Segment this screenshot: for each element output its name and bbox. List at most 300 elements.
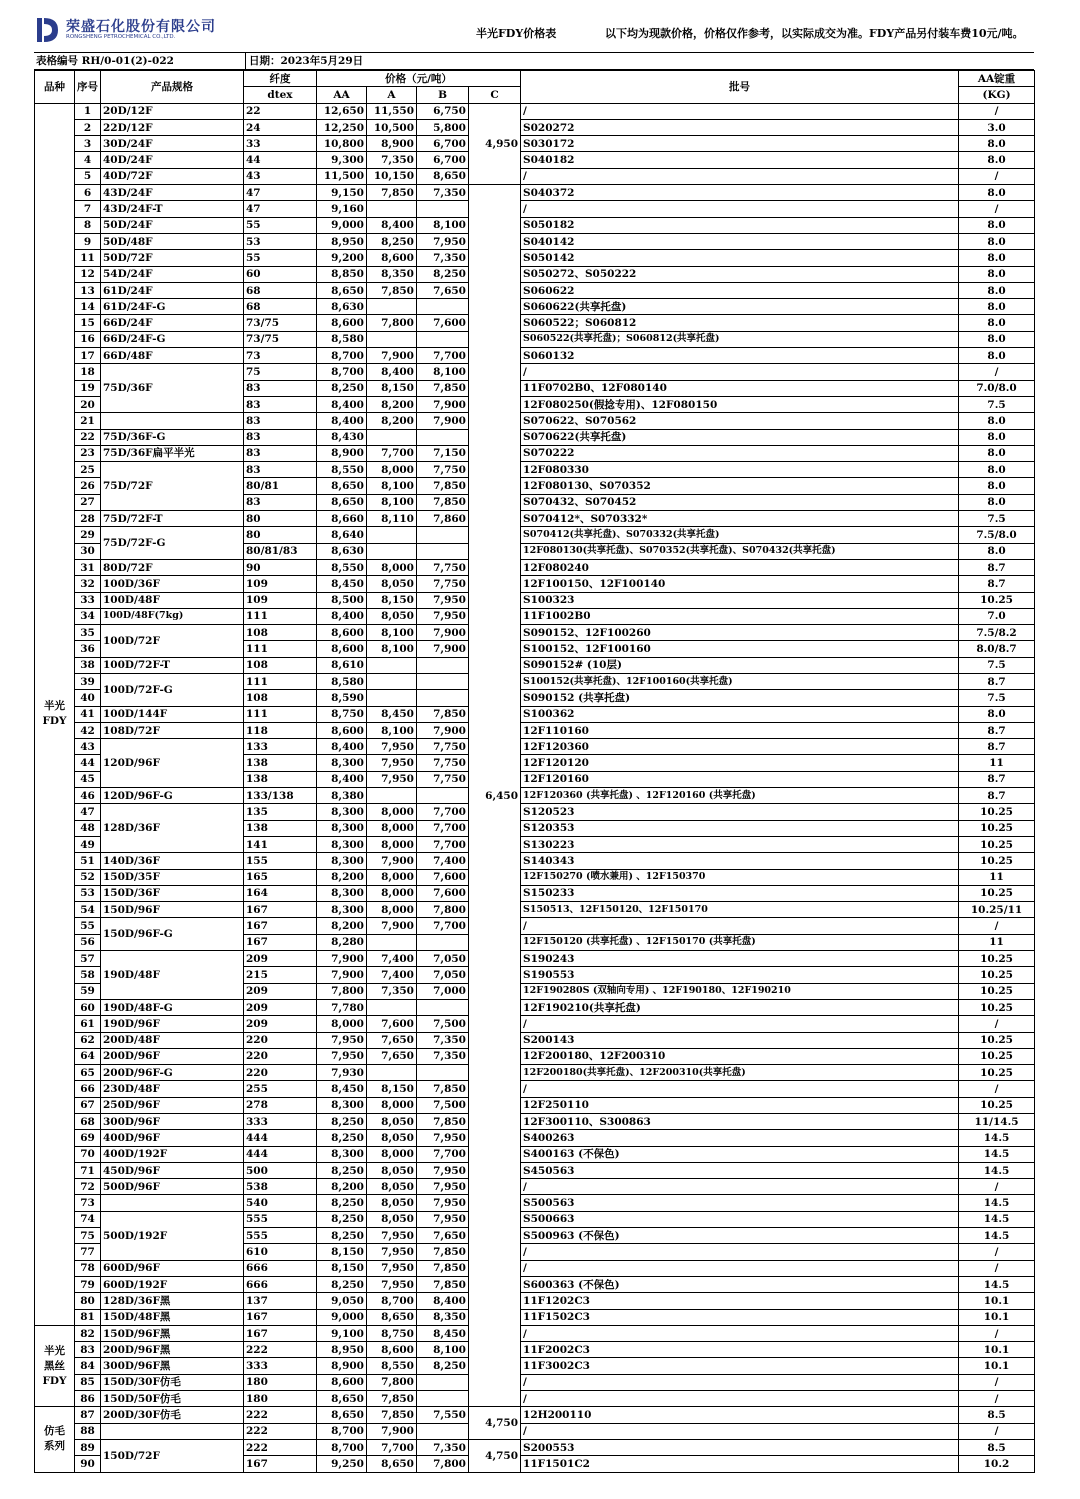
seq-cell: 90 [75,1456,101,1472]
price-b-cell [417,1391,469,1407]
table-row [35,282,1035,298]
weight-cell: 8.5 [959,1439,1035,1455]
batch-cell: 12F190280S (双轴向专用) 、12F190180、12F190210 [521,983,959,999]
price-b-cell: 7,850 [417,1114,469,1130]
seq-cell: 27 [75,494,101,510]
spec-cell: 150D/30F仿毛 [101,1374,244,1390]
batch-cell: S150513、12F150120、12F150170 [521,902,959,918]
dtex-cell: 209 [244,1016,317,1032]
price-b-cell [417,331,469,347]
weight-cell: 14.5 [959,1228,1035,1244]
price-a-cell: 7,950 [367,1244,417,1260]
price-aa-cell: 9,200 [317,250,367,266]
price-aa-cell: 8,660 [317,511,367,527]
seq-cell: 58 [75,967,101,983]
seq-cell: 79 [75,1276,101,1292]
price-b-cell [417,201,469,217]
price-a-cell: 7,950 [367,1276,417,1292]
price-aa-cell: 8,250 [317,1162,367,1178]
weight-cell: 8.0 [959,348,1035,364]
col-weight-top: AA锭重 [959,71,1035,87]
page-header [0,0,1080,56]
dtex-cell: 47 [244,201,317,217]
batch-cell: S190243 [521,951,959,967]
price-aa-cell: 8,300 [317,836,367,852]
dtex-cell: 108 [244,625,317,641]
batch-cell: 12F080130(共享托盘)、S070352(共享托盘)、S070432(共享托盘) [521,543,959,559]
table-row [35,999,1035,1015]
price-a-cell: 7,850 [367,1407,417,1423]
price-aa-cell: 10,800 [317,136,367,152]
price-a-cell: 8,350 [367,266,417,282]
price-a-cell [367,788,417,804]
table-row [35,1276,1035,1292]
price-a-cell: 8,000 [367,462,417,478]
price-aa-cell: 8,380 [317,788,367,804]
price-table [34,70,1035,1473]
table-row [35,673,1035,689]
price-aa-cell: 8,400 [317,608,367,624]
batch-cell: / [521,1179,959,1195]
spec-cell: 100D/48F(7kg) [101,608,244,624]
batch-cell: S020272 [521,119,959,135]
col-batch: 批号 [521,71,959,104]
price-b-cell: 7,850 [417,380,469,396]
weight-cell: 8.0 [959,152,1035,168]
price-a-cell: 8,050 [367,1130,417,1146]
price-a-cell [367,934,417,950]
price-aa-cell: 8,250 [317,1114,367,1130]
price-aa-cell: 9,150 [317,185,367,201]
seq-cell: 17 [75,348,101,364]
col-weight-bottom: (KG) [959,87,1035,103]
table-row [35,217,1035,233]
spec-cell: 150D/96F [101,902,244,918]
price-b-cell: 7,850 [417,494,469,510]
weight-cell: 10.2 [959,1456,1035,1472]
batch-cell: S450563 [521,1162,959,1178]
dtex-cell: 68 [244,282,317,298]
dtex-cell: 55 [244,250,317,266]
price-a-cell: 7,950 [367,739,417,755]
batch-cell: S090152# (10层) [521,657,959,673]
price-b-cell [417,934,469,950]
price-aa-cell: 8,630 [317,543,367,559]
price-aa-cell: 8,580 [317,331,367,347]
col-dtex-top: 纤度 [244,71,317,87]
seq-cell: 60 [75,999,101,1015]
table-row [35,1439,1035,1455]
weight-cell: 8.0 [959,494,1035,510]
weight-cell: 8.0 [959,266,1035,282]
price-b-cell: 7,700 [417,918,469,934]
price-a-cell: 8,050 [367,1114,417,1130]
weight-cell: / [959,1244,1035,1260]
spec-cell: 150D/35F [101,869,244,885]
price-b-cell: 8,100 [417,1342,469,1358]
table-row [35,201,1035,217]
price-a-cell: 7,950 [367,771,417,787]
seq-cell: 38 [75,657,101,673]
seq-cell: 28 [75,511,101,527]
table-row [35,445,1035,461]
weight-cell: 10.25 [959,967,1035,983]
price-a-cell [367,299,417,315]
batch-cell: 11F2002C3 [521,1342,959,1358]
price-aa-cell: 8,700 [317,364,367,380]
table-row [35,657,1035,673]
seq-cell: 42 [75,722,101,738]
doc-title: 半光FDY价格表 [476,27,557,40]
price-b-cell: 7,750 [417,771,469,787]
batch-cell: S060522；S060812 [521,315,959,331]
weight-cell: / [959,1260,1035,1276]
price-b-cell: 8,100 [417,217,469,233]
weight-cell: 14.5 [959,1130,1035,1146]
dtex-cell: 24 [244,119,317,135]
weight-cell: 7.0/8.0 [959,380,1035,396]
table-row [35,902,1035,918]
price-aa-cell: 8,640 [317,527,367,543]
dtex-cell: 33 [244,136,317,152]
price-aa-cell: 8,200 [317,1179,367,1195]
price-b-cell: 7,700 [417,348,469,364]
batch-cell: / [521,1081,959,1097]
price-a-cell: 8,000 [367,1097,417,1113]
dtex-cell: 500 [244,1162,317,1178]
seq-cell: 83 [75,1342,101,1358]
batch-cell: 12F080130、S070352 [521,478,959,494]
dtex-cell: 444 [244,1146,317,1162]
dtex-cell: 222 [244,1342,317,1358]
price-a-cell: 7,950 [367,1260,417,1276]
batch-cell: S060622 [521,282,959,298]
price-a-cell: 7,650 [367,1048,417,1064]
spec-cell: 43D/24F-T [101,201,244,217]
price-aa-cell: 8,700 [317,348,367,364]
seq-cell: 62 [75,1032,101,1048]
seq-cell: 35 [75,625,101,641]
seq-cell: 70 [75,1146,101,1162]
price-b-cell: 7,900 [417,396,469,412]
weight-cell: 10.25 [959,1097,1035,1113]
batch-cell: 12F200180、12F200310 [521,1048,959,1064]
category-cell: 半光 黑丝 FDY [35,1325,75,1406]
price-b-cell: 8,100 [417,364,469,380]
spec-cell: 150D/72F [101,1439,244,1472]
seq-cell: 22 [75,429,101,445]
price-b-cell: 7,150 [417,445,469,461]
price-b-cell [417,657,469,673]
seq-cell: 40 [75,690,101,706]
spec-cell: 450D/96F [101,1162,244,1178]
dtex-cell: 60 [244,266,317,282]
spec-cell: 66D/24F-G [101,331,244,347]
table-row [35,152,1035,168]
seq-cell: 78 [75,1260,101,1276]
price-a-cell: 8,000 [367,902,417,918]
seq-cell: 8 [75,217,101,233]
dtex-cell: 80/81/83 [244,543,317,559]
price-aa-cell: 8,580 [317,673,367,689]
dtex-cell: 111 [244,673,317,689]
spec-cell [101,1423,244,1439]
price-a-cell: 8,100 [367,478,417,494]
batch-cell: / [521,1423,959,1439]
table-row [35,527,1035,543]
dtex-cell: 83 [244,445,317,461]
price-aa-cell: 8,600 [317,722,367,738]
price-b-cell: 7,750 [417,739,469,755]
dtex-cell: 209 [244,951,317,967]
price-a-cell: 7,800 [367,1374,417,1390]
price-aa-cell: 8,450 [317,576,367,592]
seq-cell: 81 [75,1309,101,1325]
dtex-cell: 138 [244,820,317,836]
price-b-cell [417,673,469,689]
price-aa-cell: 8,430 [317,429,367,445]
table-row [35,119,1035,135]
spec-cell: 50D/72F [101,250,244,266]
form-code: 表格编号 RH/0-01(2)-022 [36,55,174,67]
price-a-cell: 7,600 [367,1016,417,1032]
batch-cell: 12F200180(共享托盘)、12F200310(共享托盘) [521,1065,959,1081]
spec-cell: 150D/96F黑 [101,1325,244,1341]
spec-cell: 75D/72F [101,462,244,511]
weight-cell: 10.25 [959,951,1035,967]
weight-cell: 11 [959,934,1035,950]
table-row [35,429,1035,445]
price-aa-cell: 8,600 [317,625,367,641]
dtex-cell: 138 [244,755,317,771]
price-b-cell: 7,900 [417,625,469,641]
spec-cell: 100D/72F-G [101,673,244,706]
spec-cell: 200D/96F-G [101,1065,244,1081]
price-a-cell: 8,100 [367,641,417,657]
table-row [35,1342,1035,1358]
weight-cell: 10.25 [959,836,1035,852]
price-a-cell: 8,600 [367,250,417,266]
seq-cell: 15 [75,315,101,331]
spec-cell: 200D/30F仿毛 [101,1407,244,1423]
dtex-cell: 444 [244,1130,317,1146]
price-aa-cell: 8,950 [317,1342,367,1358]
weight-cell: 14.5 [959,1195,1035,1211]
price-a-cell: 8,200 [367,413,417,429]
weight-cell: 8.0 [959,462,1035,478]
seq-cell: 33 [75,592,101,608]
price-b-cell: 8,400 [417,1293,469,1309]
weight-cell: 14.5 [959,1162,1035,1178]
dtex-cell: 83 [244,429,317,445]
spec-cell: 230D/48F [101,1081,244,1097]
table-row [35,1358,1035,1374]
batch-cell: 11F1202C3 [521,1293,959,1309]
dtex-cell: 167 [244,1325,317,1341]
price-aa-cell: 7,780 [317,999,367,1015]
seq-cell: 53 [75,885,101,901]
price-b-cell: 5,800 [417,119,469,135]
price-a-cell: 8,150 [367,592,417,608]
spec-cell: 66D/48F [101,348,244,364]
price-aa-cell: 8,300 [317,1097,367,1113]
price-b-cell: 7,850 [417,1244,469,1260]
weight-cell: 8.0 [959,250,1035,266]
seq-cell: 85 [75,1374,101,1390]
price-b-cell: 7,750 [417,462,469,478]
batch-cell: S400263 [521,1130,959,1146]
batch-cell: S100323 [521,592,959,608]
price-b-cell: 7,700 [417,1146,469,1162]
weight-cell: 14.5 [959,1146,1035,1162]
batch-cell: S100152、12F100160 [521,641,959,657]
price-aa-cell: 9,250 [317,1456,367,1472]
price-sheet [34,52,1034,1473]
weight-cell: 10.25 [959,1065,1035,1081]
table-row [35,951,1035,967]
dtex-cell: 666 [244,1276,317,1292]
weight-cell: 8.0 [959,445,1035,461]
seq-cell: 45 [75,771,101,787]
batch-cell: 12H200110 [521,1407,959,1423]
batch-cell: 12F080330 [521,462,959,478]
spec-cell: 75D/36F扁平半光 [101,445,244,461]
price-aa-cell: 8,550 [317,559,367,575]
seq-cell: 2 [75,119,101,135]
price-c-cell: 6,450 [469,185,521,1407]
weight-cell: 10.25 [959,983,1035,999]
seq-cell: 16 [75,331,101,347]
table-row [35,608,1035,624]
seq-cell: 67 [75,1097,101,1113]
price-b-cell: 7,750 [417,576,469,592]
table-row [35,706,1035,722]
batch-cell: S070412(共享托盘)、S070332(共享托盘) [521,527,959,543]
table-row [35,592,1035,608]
dtex-cell: 22 [244,103,317,119]
table-row [35,462,1035,478]
price-b-cell: 7,600 [417,869,469,885]
weight-cell: 7.5/8.2 [959,625,1035,641]
batch-cell: S400163 (不保色) [521,1146,959,1162]
price-aa-cell: 7,900 [317,951,367,967]
dtex-cell: 164 [244,885,317,901]
price-aa-cell: 8,950 [317,233,367,249]
price-a-cell: 8,150 [367,1081,417,1097]
seq-cell: 77 [75,1244,101,1260]
batch-cell: 11F1501C2 [521,1456,959,1472]
price-b-cell: 7,850 [417,1260,469,1276]
weight-cell: / [959,918,1035,934]
price-b-cell: 7,600 [417,885,469,901]
table-row [35,1162,1035,1178]
batch-cell: S090152、12F100260 [521,625,959,641]
dtex-cell: 47 [244,185,317,201]
spec-cell: 190D/48F [101,951,244,1000]
spec-cell: 128D/36F [101,804,244,853]
batch-cell: S070222 [521,445,959,461]
spec-cell: 43D/24F [101,185,244,201]
price-b-cell: 7,950 [417,1195,469,1211]
price-a-cell [367,543,417,559]
price-a-cell: 8,900 [367,136,417,152]
seq-cell: 41 [75,706,101,722]
dtex-cell: 83 [244,413,317,429]
table-row [35,1195,1035,1211]
price-aa-cell: 9,050 [317,1293,367,1309]
price-aa-cell: 8,300 [317,853,367,869]
dtex-cell: 222 [244,1407,317,1423]
price-b-cell: 8,250 [417,266,469,282]
col-category: 品种 [35,71,75,104]
spec-cell: 250D/96F [101,1097,244,1113]
price-aa-cell: 8,700 [317,1439,367,1455]
weight-cell: 10.1 [959,1309,1035,1325]
seq-cell: 47 [75,804,101,820]
spec-cell: 100D/144F [101,706,244,722]
dtex-cell: 53 [244,233,317,249]
seq-cell: 9 [75,233,101,249]
weight-cell: 8.0 [959,543,1035,559]
weight-cell: 8.0 [959,331,1035,347]
price-b-cell: 7,950 [417,592,469,608]
price-a-cell: 8,050 [367,1195,417,1211]
table-row [35,1097,1035,1113]
price-a-cell: 7,850 [367,185,417,201]
table-row [35,1032,1035,1048]
seq-cell: 30 [75,543,101,559]
price-aa-cell: 8,250 [317,1276,367,1292]
weight-cell: 11/14.5 [959,1114,1035,1130]
dtex-cell: 83 [244,494,317,510]
dtex-cell: 80 [244,527,317,543]
dtex-cell: 111 [244,706,317,722]
batch-cell: 12F080240 [521,559,959,575]
weight-cell: 3.0 [959,119,1035,135]
price-b-cell: 7,350 [417,1032,469,1048]
batch-cell: S050182 [521,217,959,233]
price-b-cell: 7,700 [417,820,469,836]
batch-cell: / [521,1244,959,1260]
price-a-cell: 8,400 [367,364,417,380]
price-b-cell [417,299,469,315]
price-b-cell: 7,550 [417,1407,469,1423]
table-row [35,348,1035,364]
price-aa-cell: 8,300 [317,902,367,918]
batch-cell: 12F110160 [521,722,959,738]
table-row [35,625,1035,641]
price-a-cell: 7,700 [367,445,417,461]
table-row [35,853,1035,869]
spec-cell: 400D/192F [101,1146,244,1162]
price-aa-cell: 9,000 [317,1309,367,1325]
price-a-cell: 8,050 [367,1179,417,1195]
price-b-cell [417,527,469,543]
price-a-cell [367,690,417,706]
table-row [35,1211,1035,1227]
dtex-cell: 80 [244,511,317,527]
spec-cell: 50D/24F [101,217,244,233]
seq-cell: 82 [75,1325,101,1341]
price-b-cell [417,788,469,804]
dtex-cell: 108 [244,690,317,706]
seq-cell: 69 [75,1130,101,1146]
batch-cell: S500963 (不保色) [521,1228,959,1244]
price-b-cell [417,1423,469,1439]
col-aa: AA [317,87,367,103]
price-aa-cell: 8,000 [317,1016,367,1032]
spec-cell: 150D/50F仿毛 [101,1391,244,1407]
